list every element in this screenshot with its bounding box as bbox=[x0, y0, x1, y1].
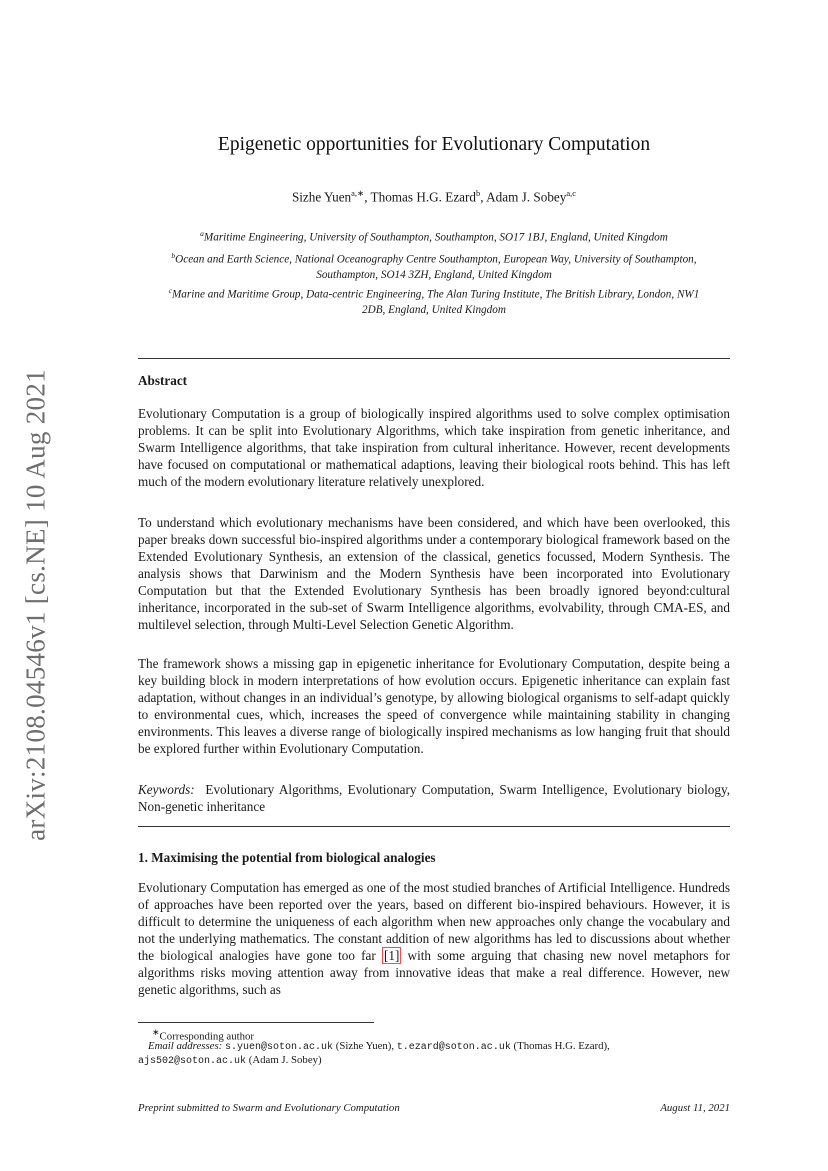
email-sobey[interactable]: ajs502@soton.ac.uk bbox=[138, 1056, 247, 1067]
footnote-rule bbox=[138, 1022, 374, 1023]
section-1-paragraph bbox=[138, 879, 730, 998]
bottom-rule bbox=[138, 826, 730, 827]
affiliation-text: Marine and Maritime Group, Data-centric Engineering, The Alan Turing Institute, The British Library, London, NW1 2DB, England, United Kingdom bbox=[171, 288, 700, 316]
email-yuen[interactable]: s.yuen@soton.ac.uk bbox=[224, 1042, 334, 1053]
email-ezard[interactable]: t.ezard@soton.ac.uk bbox=[396, 1042, 511, 1053]
keywords-label: Keywords: bbox=[138, 782, 195, 797]
affiliation-text: Ocean and Earth Science, National Oceanography Centre Southampton, European Way, University of Southampton, Southampton, SO14 3ZH, England, United Kingdom bbox=[175, 253, 697, 281]
section-1-text-before: Evolutionary Computation has emerged as one of the most studied branches of Artificial Intelligence. Hundreds of approaches have been reported over the years, based on different bio-inspired behaviours. However, it is difficult to determine the uniqueness of each algorithm when new approaches only change the vocabulary and not the underlying mathematics. The constant addition of new algorithms has led to discussions about whether the biological analogies have gone too far bbox=[138, 880, 730, 963]
email-label: Email addresses: bbox=[148, 1040, 223, 1052]
footnote-mark: ∗ bbox=[152, 1027, 160, 1037]
citation-link-1[interactable]: [1] bbox=[383, 948, 400, 963]
author-name: Thomas H.G. Ezard bbox=[370, 189, 477, 205]
email-owner: (Adam J. Sobey) bbox=[248, 1054, 322, 1066]
footnote-corresponding-text: Corresponding author bbox=[159, 1030, 255, 1043]
email-owner: (Thomas H.G. Ezard), bbox=[513, 1040, 610, 1052]
author-list: Sizhe Yuen$^{a,∗}$, Thomas H.G. Ezard$^b$, Adam J. Sobey$^{a,c}$ bbox=[291, 188, 577, 205]
affiliation-mark: b bbox=[171, 251, 176, 260]
affiliation-text: Maritime Engineering, University of Southampton, Southampton, SO17 1BJ, England, United Kingdom bbox=[203, 231, 668, 244]
affiliation-mark: a bbox=[200, 229, 204, 238]
affiliation-b bbox=[160, 248, 708, 283]
affiliation-mark: c bbox=[168, 286, 172, 295]
author-marks: a,∗ bbox=[351, 188, 365, 198]
keywords bbox=[138, 781, 730, 815]
section-1-heading: 1. Maximising the potential from biological analogies bbox=[138, 850, 436, 865]
author-name: Sizhe Yuen bbox=[291, 189, 352, 205]
paper-title: Epigenetic opportunities for Evolutionary Computation bbox=[217, 134, 651, 155]
abstract-paragraph-3: The framework shows a missing gap in epigenetic inheritance for Evolutionary Computation, despite being a key building block in modern interpretations of how evolution occurs. Epigenetic inheritance can explain fast adaptation, without changes in an individual’s genotype, by allowing biological organisms to self-adapt quickly to environmental cues, which, increases the speed of convergence while maintaining stability in changing environments. This leaves a diverse range of biologically inspired mechanisms as low hanging fruit that should be explored further within Evolutionary Computation. bbox=[138, 656, 730, 756]
abstract-heading: Abstract bbox=[138, 373, 188, 388]
affiliation-c bbox=[160, 283, 708, 318]
section-1-text-after: with some arguing that chasing new novel metaphors for algorithms risks moving attention away from innovative ideas that make a real difference. However, new genetic algorithms, such as bbox=[138, 948, 730, 997]
footer-date: August 11, 2021 bbox=[660, 1102, 730, 1114]
abstract-paragraph-2: To understand which evolutionary mechanisms have been considered, and which have been overlooked, this paper breaks down successful bio-inspired algorithms under a contemporary biological framework based on the Extended Evolutionary Synthesis, an extension of the classical, genetics focussed, Modern Synthesis. The analysis shows that Darwinism and the Modern Synthesis have been incorporated into Evolutionary Computation but that the Extended Evolutionary Synthesis has been broadly ignored beyond:cultural inheritance, incorporated in the sub-set of Swarm Intelligence algorithms, evolvability, through CMA-ES, and multilevel selection, through Multi-Level Selection Genetic Algorithm. bbox=[138, 515, 730, 632]
footnote-emails-cont bbox=[138, 1053, 730, 1069]
top-rule bbox=[138, 358, 730, 359]
footer-journal: Preprint submitted to Swarm and Evolutionary Computation bbox=[138, 1102, 400, 1114]
arxiv-stamp-text: arXiv:2108.04546v1 [cs.NE] 10 Aug 2021 bbox=[20, 369, 51, 841]
keywords-text: Evolutionary Algorithms, Evolutionary Computation, Swarm Intelligence, Evolutionary biology, Non-genetic inheritance bbox=[138, 782, 731, 814]
author-marks: a,c bbox=[566, 188, 577, 198]
abstract-paragraph-1: Evolutionary Computation is a group of biologically inspired algorithms used to solve complex optimisation problems. It can be split into Evolutionary Algorithms, which take inspiration from genetic inheritance, and Swarm Intelligence algorithms, that take inspiration from cultural inheritance. However, recent developments have focused on computational or mathematical adaptions, leaving their biological roots behind. This has left much of the modern evolutionary literature relatively unexplored. bbox=[138, 406, 730, 489]
author-name: Adam J. Sobey bbox=[486, 189, 567, 205]
author-marks: b bbox=[476, 188, 481, 198]
email-owner: (Sizhe Yuen), bbox=[335, 1040, 395, 1052]
affiliation-a bbox=[160, 226, 708, 246]
